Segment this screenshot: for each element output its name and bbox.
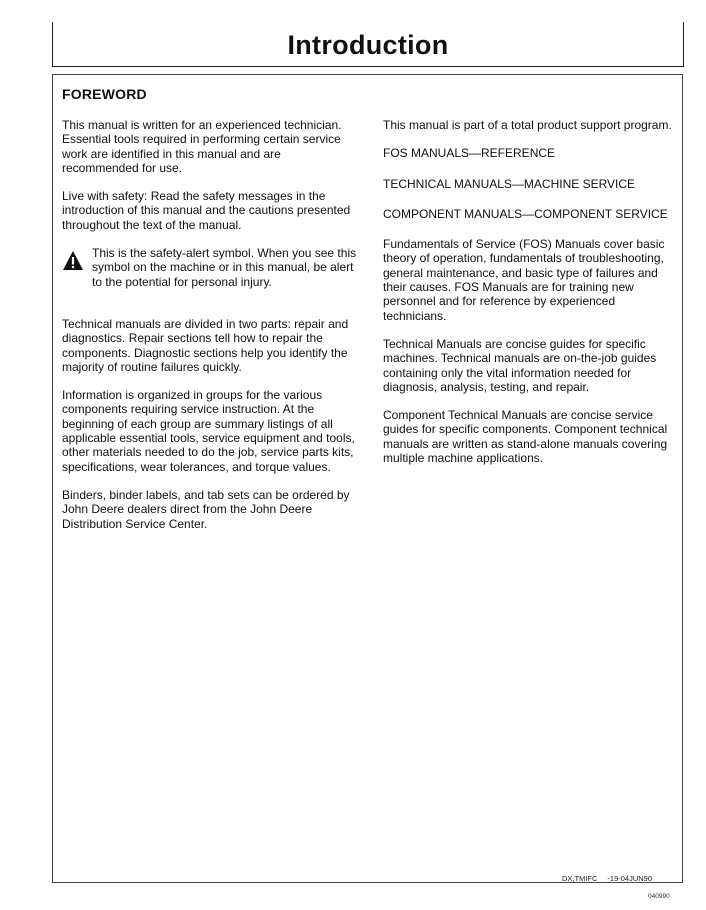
section-heading-foreword: FOREWORD bbox=[62, 86, 147, 102]
paragraph-fos-description: Fundamentals of Service (FOS) Manuals cover basic theory of operation, fundamentals of troubleshooting, general maintenance, and basic type of failures and their causes. FOS Manuals are for training new personnel and for reference by experienced technicians. bbox=[383, 237, 665, 323]
right-column bbox=[383, 118, 675, 479]
left-column bbox=[62, 118, 358, 545]
list-item-fos-manuals: FOS MANUALS—REFERENCE bbox=[383, 146, 556, 161]
paragraph-manual-purpose: This manual is written for an experienced technician. Essential tools required in performing certain service work are identified in this manual and are recommended for use. bbox=[62, 118, 342, 175]
paragraph-organization: Information is organized in groups for the various components requiring service instruction. At the beginning of each group are summary listings of all applicable essential tools, service equipment and tools, other materials needed to do the job, service parts kits, specifications, wear tolerances, and torque values. bbox=[62, 388, 355, 474]
paragraph-product-support: This manual is part of a total product support program. bbox=[383, 118, 672, 132]
list-item-technical-manuals: TECHNICAL MANUALS—MACHINE SERVICE bbox=[383, 176, 636, 191]
title-underline bbox=[52, 66, 684, 67]
list-item-component-manuals: COMPONENT MANUALS—COMPONENT SERVICE bbox=[383, 206, 668, 221]
warning-triangle-icon bbox=[62, 250, 84, 272]
paragraph-live-with-safety: Live with safety: Read the safety messages in the introduction of this manual and the cautions presented throughout the text of the manual. bbox=[62, 189, 351, 232]
safety-alert-block bbox=[62, 246, 358, 303]
document-date: -19-04JUN90 bbox=[607, 874, 653, 883]
paragraph-manual-parts: Technical manuals are divided in two parts: repair and diagnostics. Repair sections tell how to repair the components. Diagnostic sections help you identify the majority of routine failures quickly. bbox=[62, 316, 349, 374]
paragraph-binders: Binders, binder labels, and tab sets can be ordered by John Deere dealers direct from the John Deere Distribution Service Center. bbox=[62, 487, 350, 531]
paragraph-technical-description: Technical Manuals are concise guides for specific machines. Technical manuals are on-the-job guides containing only the vital information needed for diagnosis, analysis, testing, and repair. bbox=[383, 336, 657, 394]
page-code: 040990 bbox=[648, 893, 670, 900]
page-title: Introduction bbox=[287, 30, 449, 60]
safety-alert-text: This is the safety-alert symbol. When you see this symbol on the machine or in this manual, be alert to the potential for personal injury. bbox=[92, 246, 357, 289]
document-code bbox=[562, 874, 662, 883]
paragraph-component-description: Component Technical Manuals are concise service guides for specific components. Component technical manuals are written as stand-alone manuals covering multiple machine applications. bbox=[383, 408, 668, 466]
document-id: DX,TMIFC bbox=[562, 874, 598, 883]
